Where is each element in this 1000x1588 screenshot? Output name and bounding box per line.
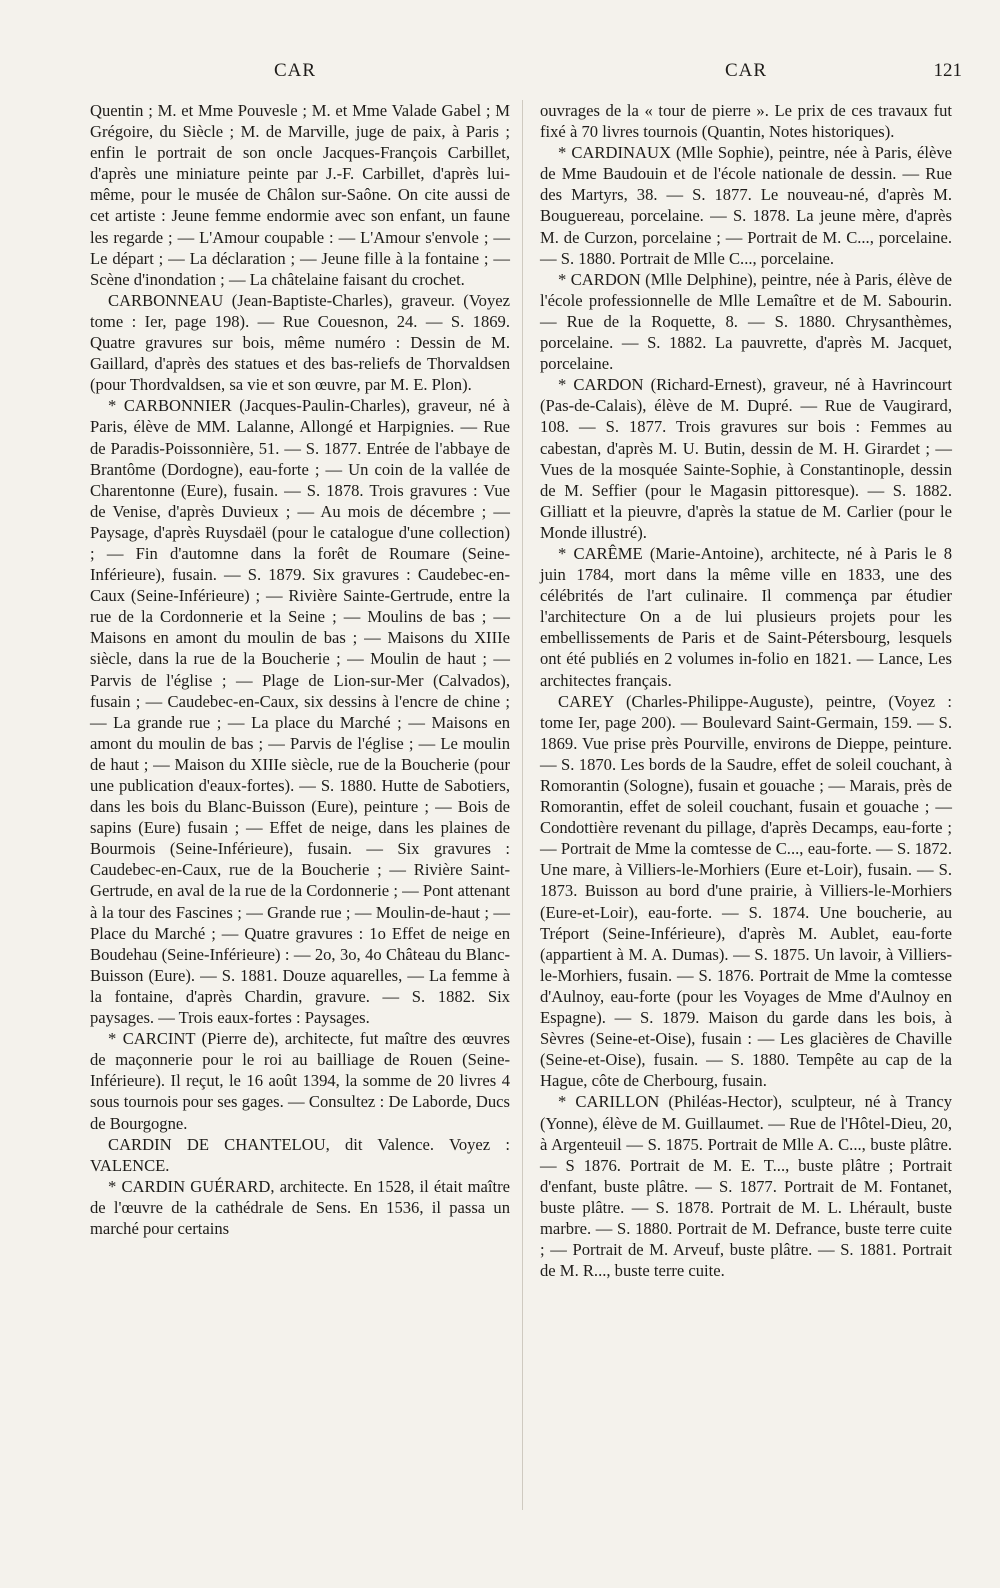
entry-paragraph: ouvrages de la « tour de pierre ». Le prix de ces travaux fut fixé à 70 livres tournois (Quantin, Notes historiques). xyxy=(540,101,952,142)
entry-paragraph: * CARDIN GUÉRARD, architecte. En 1528, il était maître de l'œuvre de la cathédrale de Sens. En 1536, il passa un marché pour certains xyxy=(90,1176,510,1238)
entry-paragraph: * CARÊME (Marie-Antoine), architecte, né à Paris le 8 juin 1784, mort dans la même ville en 1833, une des célébrités de l'art culinaire. Il commença par étudier l'architecture On a de lui plusieurs projets pour les embellissements de Paris et de Saint-Pétersbourg, lesquels ont été publiés en 2 volumes in-folio en 1821. — Lance, Les architectes français. xyxy=(540,543,952,690)
entry-paragraph: CAREY (Charles-Philippe-Auguste), peintre, (Voyez : tome Ier, page 200). — Boulevard Saint-Germain, 159. — S. 1869. Vue prise près Pourville, environs de Dieppe, peinture. — S. 1870. Les bords de la Saudre, effet de soleil couchant, à Romorantin (Sologne), fusain et gouache ; — Marais, près de Romorantin, effet de soleil couchant, fusain et gouache ; — Condottière revenant du pillage, d'après Decamps, eau-forte ; — Portrait de Mme la comtesse de C..., eau-forte. — S. 1872. Une mare, à Villiers-le-Morhiers (Eure et-Loir), fusain. — S. 1873. Buisson au bord d'une prairie, à Villiers-le-Morhiers (Eure-et-Loir), eau-forte. — S. 1874. Une boucherie, au Tréport (Seine-Inférieure), d'après M. Aublet, eau-forte (appartient à M. A. Dumas). — S. 1875. Un lavoir, à Villiers-le-Morhiers, fusain. — S. 1876. Portrait de Mme la comtesse d'Aulnoy, eau-forte (pour les Voyages de Mme d'Aulnoy en Espagne). — S. 1879. Maison du garde dans les bois, à Sèvres (Seine-et-Oise), fusain : — Les glacières de Chaville (Seine-et-Oise), fusain. — S. 1880. Tempête au cap de la Hague, côte de Cherbourg, fusain. xyxy=(540,691,952,1091)
entry-paragraph: * CARCINT (Pierre de), architecte, fut maître des œuvres de maçonnerie pour le roi au bailliage de Rouen (Seine-Inférieure). Il reçut, le 16 août 1394, la somme de 20 livres 4 sous tournois pour ses gages. — Consultez : De Laborde, Ducs de Bourgogne. xyxy=(90,1029,510,1133)
entry-paragraph: * CARDON (Mlle Delphine), peintre, née à Paris, élève de l'école professionnelle de Mlle Lemaître et de M. Sabourin. — Rue de la Roquette, 8. — S. 1880. Chrysanthèmes, porcelaine. — S. 1882. La pauvrette, d'après M. Jacquet, porcelaine. xyxy=(540,269,952,374)
entry-paragraph: CARBONNEAU (Jean-Baptiste-Charles), graveur. (Voyez tome : Ier, page 198). — Rue Couesnon, 24. — S. 1869. Quatre gravures sur bois, même numéro : Dessin de M. Gaillard, d'après des statues et des bas-reliefs de Thorvaldsen (pour Thordvaldsen, sa vie et son œuvre, par M. E. Plon). xyxy=(90,290,510,395)
right-column xyxy=(540,100,952,1281)
left-column xyxy=(90,100,510,1239)
column-divider xyxy=(522,100,523,1510)
entry-paragraph: * CARBONNIER (Jacques-Paulin-Charles), graveur, né à Paris, élève de MM. Lalanne, Allongé et Harpignies. — Rue de Paradis-Poissonnière, 51. — S. 1877. Entrée de l'abbaye de Brantôme (Dordogne), eau-forte ; — Un coin de la vallée de Charentonne (Eure), fusain. — S. 1878. Trois gravures : Vue de Venise, d'après Duvieux ; — Au mois de décembre ; — Paysage, d'après Ruysdaël (pour le catalogue d'une collection) ; — Fin d'automne dans la forêt de Roumare (Seine-Inférieure), fusain. — S. 1879. Six gravures : Caudebec-en-Caux (Seine-Inférieure) ; — Rivière Sainte-Gertrude, entre la rue de la Cordonnerie et la Seine ; — Moulins de bas ; — Maisons en amont du moulin de bas ; — Maisons du XIIIe siècle, dans la rue de la Boucherie ; — Moulin de haut ; — Parvis de l'église ; — Plage de Lion-sur-Mer (Calvados), fusain ; — Caudebec-en-Caux, six dessins à l'encre de chine ; — La grande rue ; — La place du Marché ; — Maisons en amont du moulin de bas ; — Parvis de l'église ; — Le moulin de haut ; — Maison du XIIIe siècle, rue de la Boucherie (pour une publication d'eaux-fortes). — S. 1880. Hutte de Sabotiers, dans les bois du Blanc-Buisson (Eure), peinture ; — Bois de sapins (Eure) fusain ; — Effet de neige, dans les plaines de Bourmois (Seine-Inférieure), fusain. — Six gravures : Caudebec-en-Caux, rue de la Boucherie ; — Rivière Saint-Gertrude, en aval de la rue de la Cordonnerie ; — Pont attenant à la tour des Fascines ; — Grande rue ; — Moulin-de-haut ; — Place du Marché ; — Quatre gravures : 1o Effet de neige en Boudehau (Seine-Inférieure) : — 2o, 3o, 4o Château du Blanc-Buisson (Eure). — S. 1881. Douze aquarelles, — La femme à la fontaine, d'après Chardin, gravure. — S. 1882. Six paysages. — Trois eaux-fortes : Paysages. xyxy=(90,396,510,1028)
running-header-right: CAR xyxy=(724,60,768,81)
entry-paragraph: * CARDINAUX (Mlle Sophie), peintre, née à Paris, élève de Mme Baudouin et de l'école nationale de dessin. — Rue des Martyrs, 38. — S. 1877. Le nouveau-né, d'après M. Bouguereau, porcelaine. — S. 1878. La jeune mère, d'après M. de Curzon, porcelaine ; — Portrait de M. C..., porcelaine. — S. 1880. Portrait de Mlle C..., porcelaine. xyxy=(540,143,952,268)
entry-paragraph: * CARDON (Richard-Ernest), graveur, né à Havrincourt (Pas-de-Calais), élève de M. Dupré. — Rue de Vaugirard, 108. — S. 1877. Trois gravures sur bois : Femmes au cabestan, d'après M. U. Butin, dessin de M. H. Girardet ; — Vues de la mosquée Sainte-Sophie, à Constantinople, dessin de M. Seffier (pour le Magasin pittoresque). — S. 1882. Gilliatt et la pieuvre, d'après la statue de M. Carlier (pour le Monde illustré). xyxy=(540,375,952,542)
entry-paragraph: * CARILLON (Philéas-Hector), sculpteur, né à Trancy (Yonne), élève de M. Guillaumet. — Rue de l'Hôtel-Dieu, 20, à Argenteuil — S. 1875. Portrait de Mlle A. C..., buste plâtre. — S 1876. Portrait de M. E. T..., buste plâtre ; Portrait d'enfant, buste plâtre. — S. 1877. Portrait de M. Fontanet, buste plâtre. — S. 1878. Portrait de M. L. Lhérault, buste marbre. — S. 1880. Portrait de M. Defrance, buste terre cuite ; — Portrait de M. Arveuf, buste plâtre. — S. 1881. Portrait de M. R..., buste terre cuite. xyxy=(540,1092,952,1281)
entry-paragraph: CARDIN DE CHANTELOU, dit Valence. Voyez : VALENCE. xyxy=(90,1134,510,1175)
entry-paragraph: Quentin ; M. et Mme Pouvesle ; M. et Mme Valade Gabel ; M Grégoire, du Siècle ; M. de Marville, juge de paix, à Paris ; enfin le portrait de son oncle Jacques-François Carbillet, d'après une miniature peinte par J.-F. Carbillet, d'après lui-même, pour le musée de Châlon sur-Saône. On cite aussi de cet artiste : Jeune femme endormie avec son enfant, un faune les regarde ; — L'Amour coupable : — L'Amour s'envole ; — Le départ ; — La déclaration ; — Jeune fille à la fontaine ; — Scène d'inondation ; — La châtelaine faisant du crochet. xyxy=(90,101,510,289)
page-number: 121 xyxy=(933,60,962,81)
running-header-left: CAR xyxy=(273,60,317,81)
